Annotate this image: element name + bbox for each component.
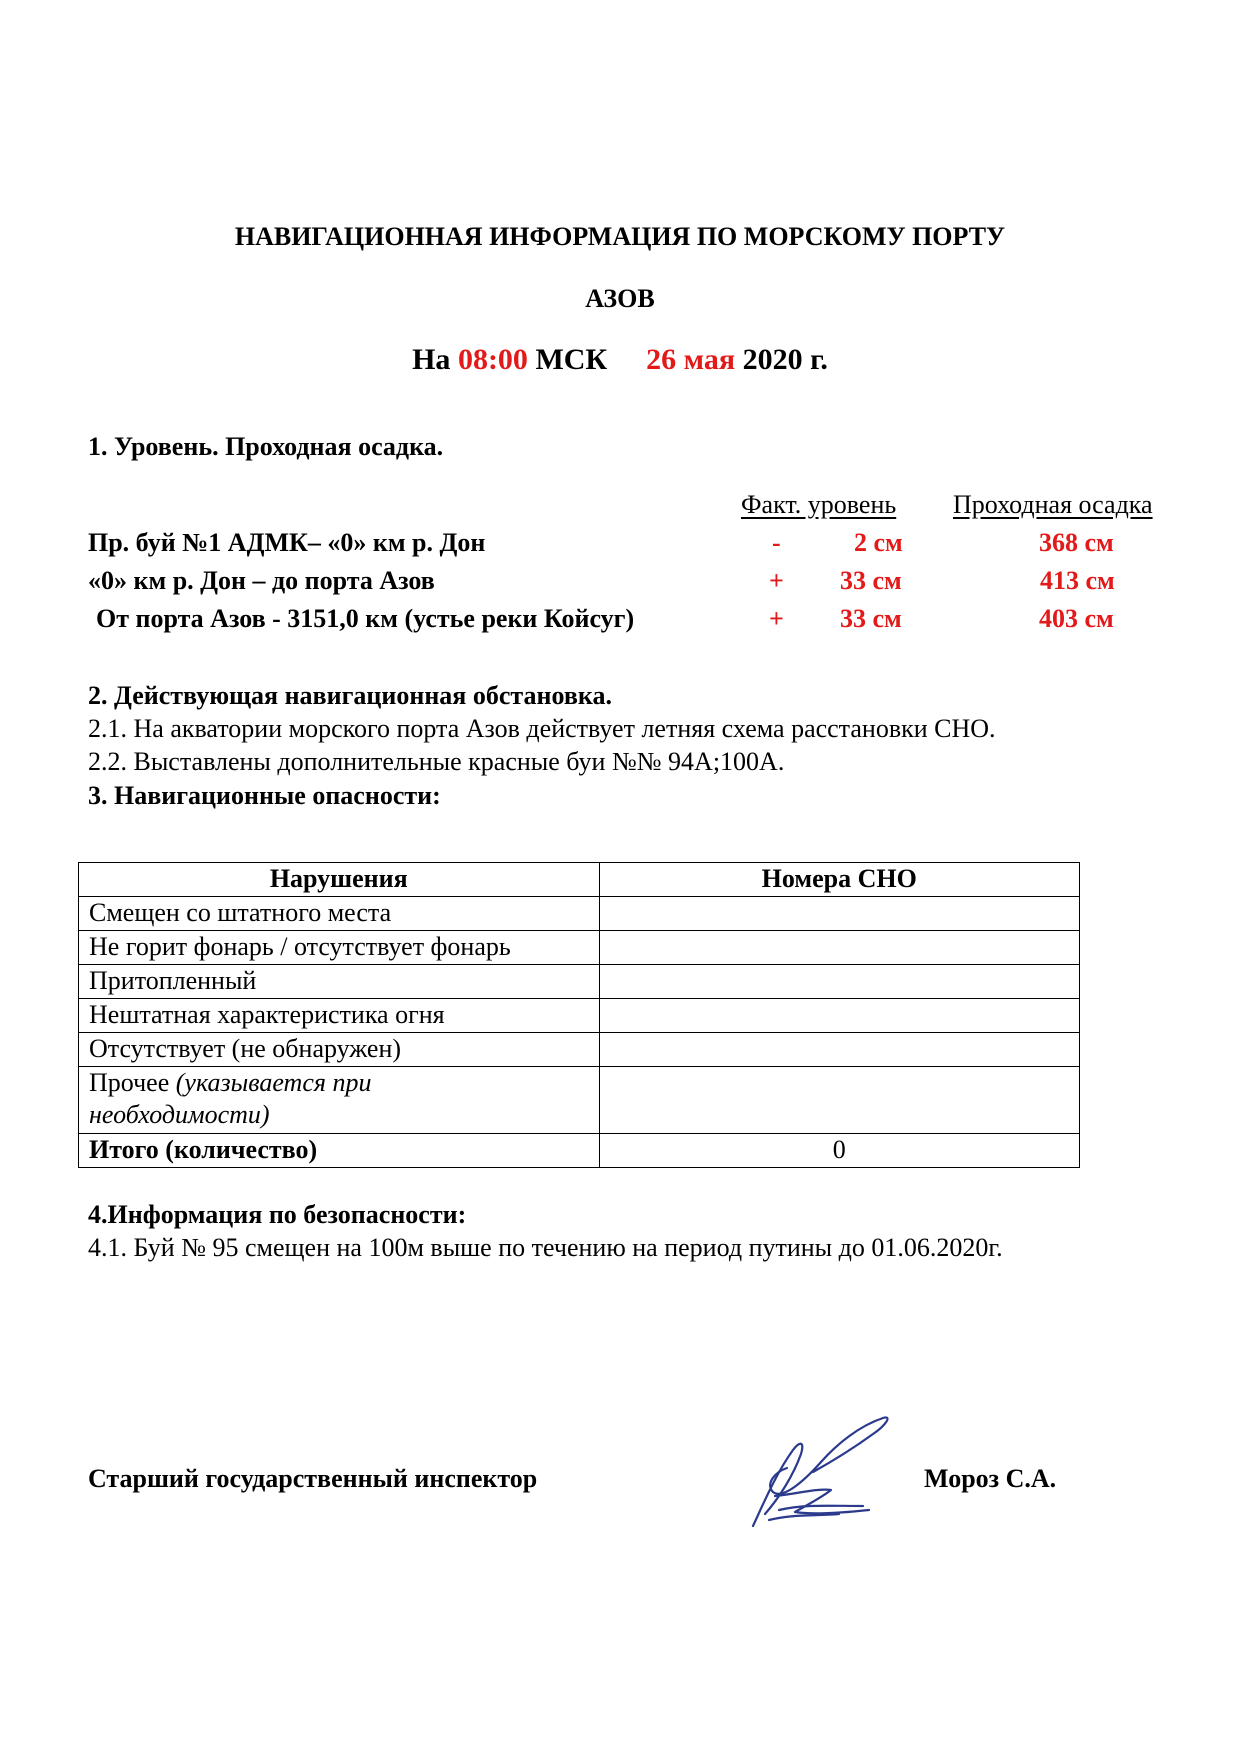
violation-label-other <box>79 1067 600 1134</box>
violation-label: Не горит фонарь / отсутствует фонарь <box>79 931 600 965</box>
report-time: 08:00 <box>457 343 528 376</box>
doc-title: НАВИГАЦИОННАЯ ИНФОРМАЦИЯ ПО МОРСКОМУ ПОРТУ <box>234 222 1006 251</box>
violation-label: Притопленный <box>79 965 600 999</box>
section2-item: 2.2. Выставлены дополнительные красные буи №№ 94А;100А. <box>88 747 785 776</box>
signature-icon <box>735 1410 905 1535</box>
table-row <box>79 965 1080 999</box>
aid-numbers-cell <box>599 999 1079 1033</box>
timezone: МСК <box>535 343 608 376</box>
col-header-level: Факт. уровень <box>741 490 897 519</box>
report-date <box>0 343 1240 377</box>
level-sign: + <box>769 566 784 595</box>
other-label: Прочее <box>89 1068 170 1097</box>
level-sign: + <box>769 604 784 633</box>
col-header-aid-numbers: Номера СНО <box>599 863 1079 897</box>
port-name: АЗОВ <box>585 284 655 313</box>
col-header-violations: Нарушения <box>79 863 600 897</box>
table-header-row <box>79 863 1080 897</box>
col-header-draft: Проходная осадка <box>953 490 1153 519</box>
aid-numbers-cell <box>599 931 1079 965</box>
draft-value: 413 см <box>1040 566 1115 595</box>
draft-value: 368 см <box>1039 528 1114 557</box>
hazards-table <box>78 862 1080 1168</box>
level-value: 2 см <box>854 528 903 557</box>
section1-heading: 1. Уровень. Проходная осадка. <box>88 432 444 461</box>
row-label: «0» км р. Дон – до порта Азов <box>88 566 435 595</box>
table-row <box>79 999 1080 1033</box>
aid-numbers-cell <box>599 965 1079 999</box>
report-day: 26 мая <box>646 343 736 376</box>
table-row <box>79 931 1080 965</box>
table-row-total <box>79 1134 1080 1168</box>
signatory-name: Мороз С.А. <box>924 1464 1057 1493</box>
section4-item: 4.1. Буй № 95 смещен на 100м выше по течению на период путины до 01.06.2020г. <box>88 1233 1003 1262</box>
level-sign: - <box>772 528 781 557</box>
other-note-line1: (указывается при <box>175 1068 372 1097</box>
violation-label: Нештатная характеристика огня <box>79 999 600 1033</box>
row-label: Пр. буй №1 АДМК– «0» км р. Дон <box>88 528 486 557</box>
draft-value: 403 см <box>1039 604 1114 633</box>
level-value: 33 см <box>840 566 902 595</box>
signatory-position: Старший государственный инспектор <box>88 1464 538 1493</box>
row-label: От порта Азов - 3151,0 км (устье реки Койсуг) <box>96 604 635 633</box>
section2-heading: 2. Действующая навигационная обстановка. <box>88 681 612 710</box>
total-label: Итого (количество) <box>79 1134 600 1168</box>
other-note-line2: необходимости) <box>89 1100 270 1129</box>
section2-item: 2.1. На акватории морского порта Азов действует летняя схема расстановки СНО. <box>88 714 996 743</box>
table-row <box>79 897 1080 931</box>
violation-label: Отсутствует (не обнаружен) <box>79 1033 600 1067</box>
total-value: 0 <box>599 1134 1079 1168</box>
level-value: 33 см <box>840 604 902 633</box>
table-row-other <box>79 1067 1080 1134</box>
report-year: 2020 г. <box>742 343 828 376</box>
aid-numbers-cell <box>599 1033 1079 1067</box>
violation-label: Смещен со штатного места <box>79 897 600 931</box>
aid-numbers-cell <box>599 1067 1079 1134</box>
section4-heading: 4.Информация по безопасности: <box>88 1200 467 1229</box>
table-row <box>79 1033 1080 1067</box>
date-prefix: На <box>412 343 451 376</box>
aid-numbers-cell <box>599 897 1079 931</box>
section3-heading: 3. Навигационные опасности: <box>88 781 441 810</box>
